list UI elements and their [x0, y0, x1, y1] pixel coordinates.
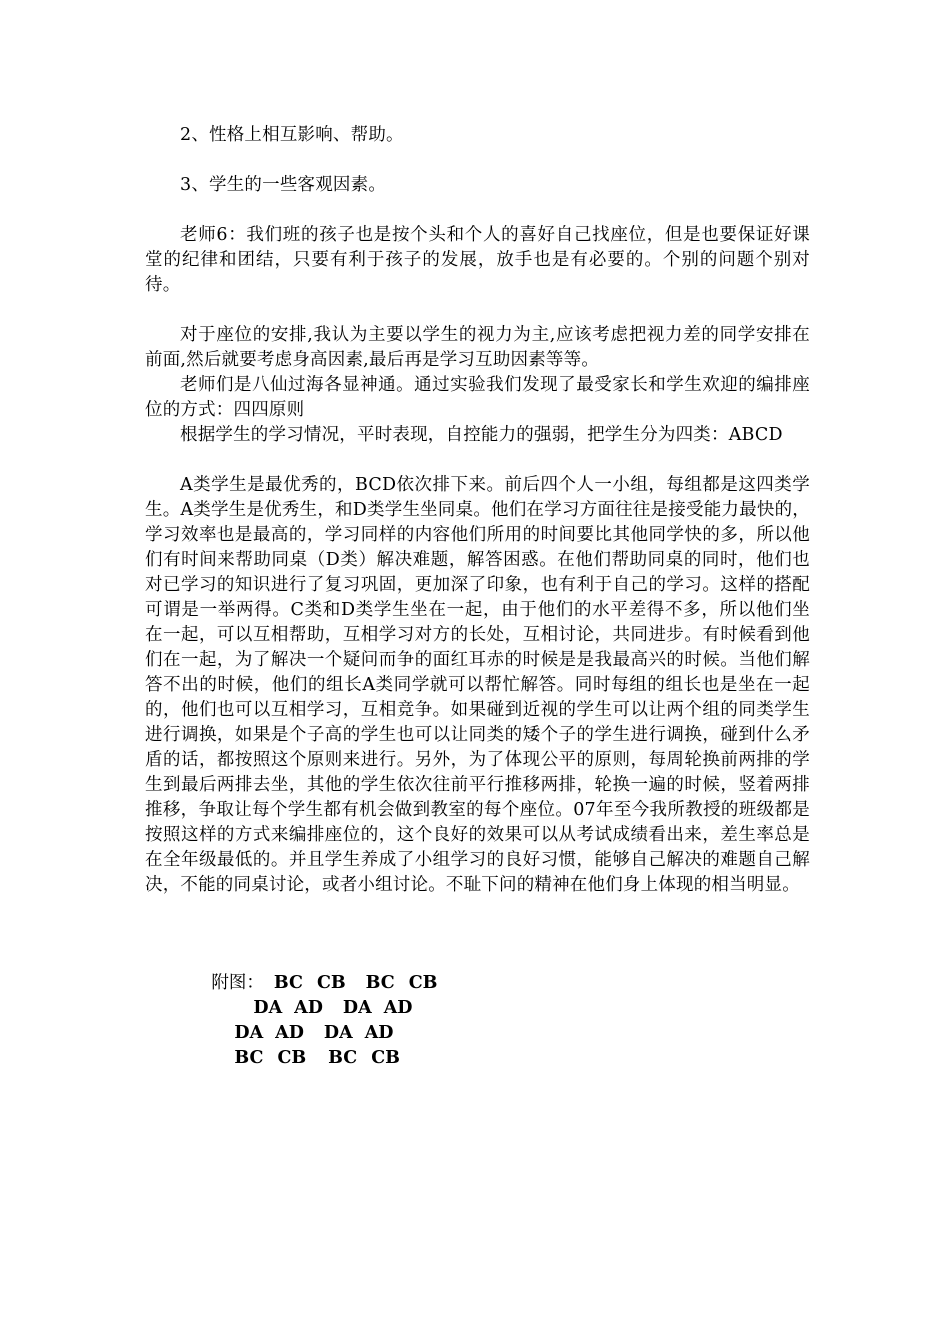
diagram-cell: CB	[408, 973, 438, 993]
paragraph-student-classification: 根据学生的学习情况，平时表现，自控能力的强弱，把学生分为四类：ABCD	[180, 425, 783, 445]
diagram-cell: DA	[342, 998, 372, 1018]
paragraph-seat-arrangement: 对于座位的安排,我认为主要以学生的视力为主,应该考虑把视力差的同学安排在前面,然后就要考虑身高因素,最后再是学习互助因素等等。	[145, 325, 810, 370]
diagram-cell: DA	[253, 998, 283, 1018]
diagram-label: 附图：	[211, 973, 264, 993]
diagram-row-2	[220, 971, 413, 1018]
diagram-cell: AD	[383, 998, 413, 1018]
paragraph-main-explanation: A类学生是最优秀的，BCD依次排下来。前后四个人一小组，每组都是这四类学生。A类学生是优秀生，和D类学生坐同桌。他们在学习方面往往是接受能力最快的，学习效率也是最高的，学习同样的内容他们所用的时间要比其他同学快的多，所以他们有时间来帮助同桌（D类）解决难题，解答困惑。在他们帮助同桌的同时，他们也对已学习的知识进行了复习巩固，更加深了印象，也有利于自己的学习。这样的搭配可谓是一举两得。C类和D类学生坐在一起，由于他们的水平差得不多，所以他们坐在一起，可以互相帮助，互相学习对方的长处，互相讨论，共同进步。有时候看到他们在一起，为了解决一个疑问而争的面红耳赤的时候是是我最高兴的时候。当他们解答不出的时候，他们的组长A类同学就可以帮忙解答。同时每组的组长也是坐在一起的，他们也可以互相学习，互相竞争。如果碰到近视的学生可以让两个组的同类学生进行调换，如果是个子高的学生也可以让同类的矮个子的学生进行调换，碰到什么矛盾的话，都按照这个原则来进行。另外，为了体现公平的原则，每周轮换前两排的学生到最后两排去坐，其他的学生依次往前平行推移两排，轮换一遍的时候，竖着两排推移，争取让每个学生都有机会做到教室的每个座位。07年至今我所教授的班级都是按照这样的方式来编排座位的，这个良好的效果可以从考试成绩看出来，差生率总是在全年级最低的。并且学生养成了小组学习的良好习惯，能够自己解决的难题自己解决，不能的同桌讨论，或者小组讨论。不耻下问的精神在他们身上体现的相当明显。	[145, 475, 810, 895]
diagram-row-4	[201, 1021, 400, 1068]
diagram-cell: DA	[323, 1023, 353, 1043]
diagram-cell: AD	[364, 1023, 394, 1043]
diagram-row-1	[178, 946, 438, 993]
diagram-cell: CB	[371, 1048, 400, 1068]
diagram-cell: CB	[277, 1048, 307, 1068]
diagram-cell: BC	[365, 973, 395, 993]
diagram-cell: AD	[294, 998, 323, 1018]
diagram-cell: BC	[328, 1048, 358, 1068]
diagram-cell: BC	[234, 1048, 264, 1068]
paragraph-point-2: 2、性格上相互影响、帮助。	[180, 125, 404, 145]
seating-diagram	[178, 946, 578, 1068]
paragraph-point-3: 3、学生的一些客观因素。	[180, 175, 387, 195]
paragraph-teacher-6: 老师6：我们班的孩子也是按个头和个人的喜好自己找座位，但是也要保证好课堂的纪律和团结，只要有利于孩子的发展，放手也是有必要的。个别的问题个别对待。	[145, 225, 810, 295]
diagram-cell: BC	[273, 973, 303, 993]
diagram-row-3	[201, 996, 394, 1043]
paragraph-four-four-principle: 老师们是八仙过海各显神通。通过实验我们发现了最受家长和学生欢迎的编排座位的方式：四四原则	[145, 375, 810, 420]
diagram-cell: CB	[316, 973, 346, 993]
diagram-cell: AD	[275, 1023, 304, 1043]
diagram-cell: DA	[234, 1023, 264, 1043]
